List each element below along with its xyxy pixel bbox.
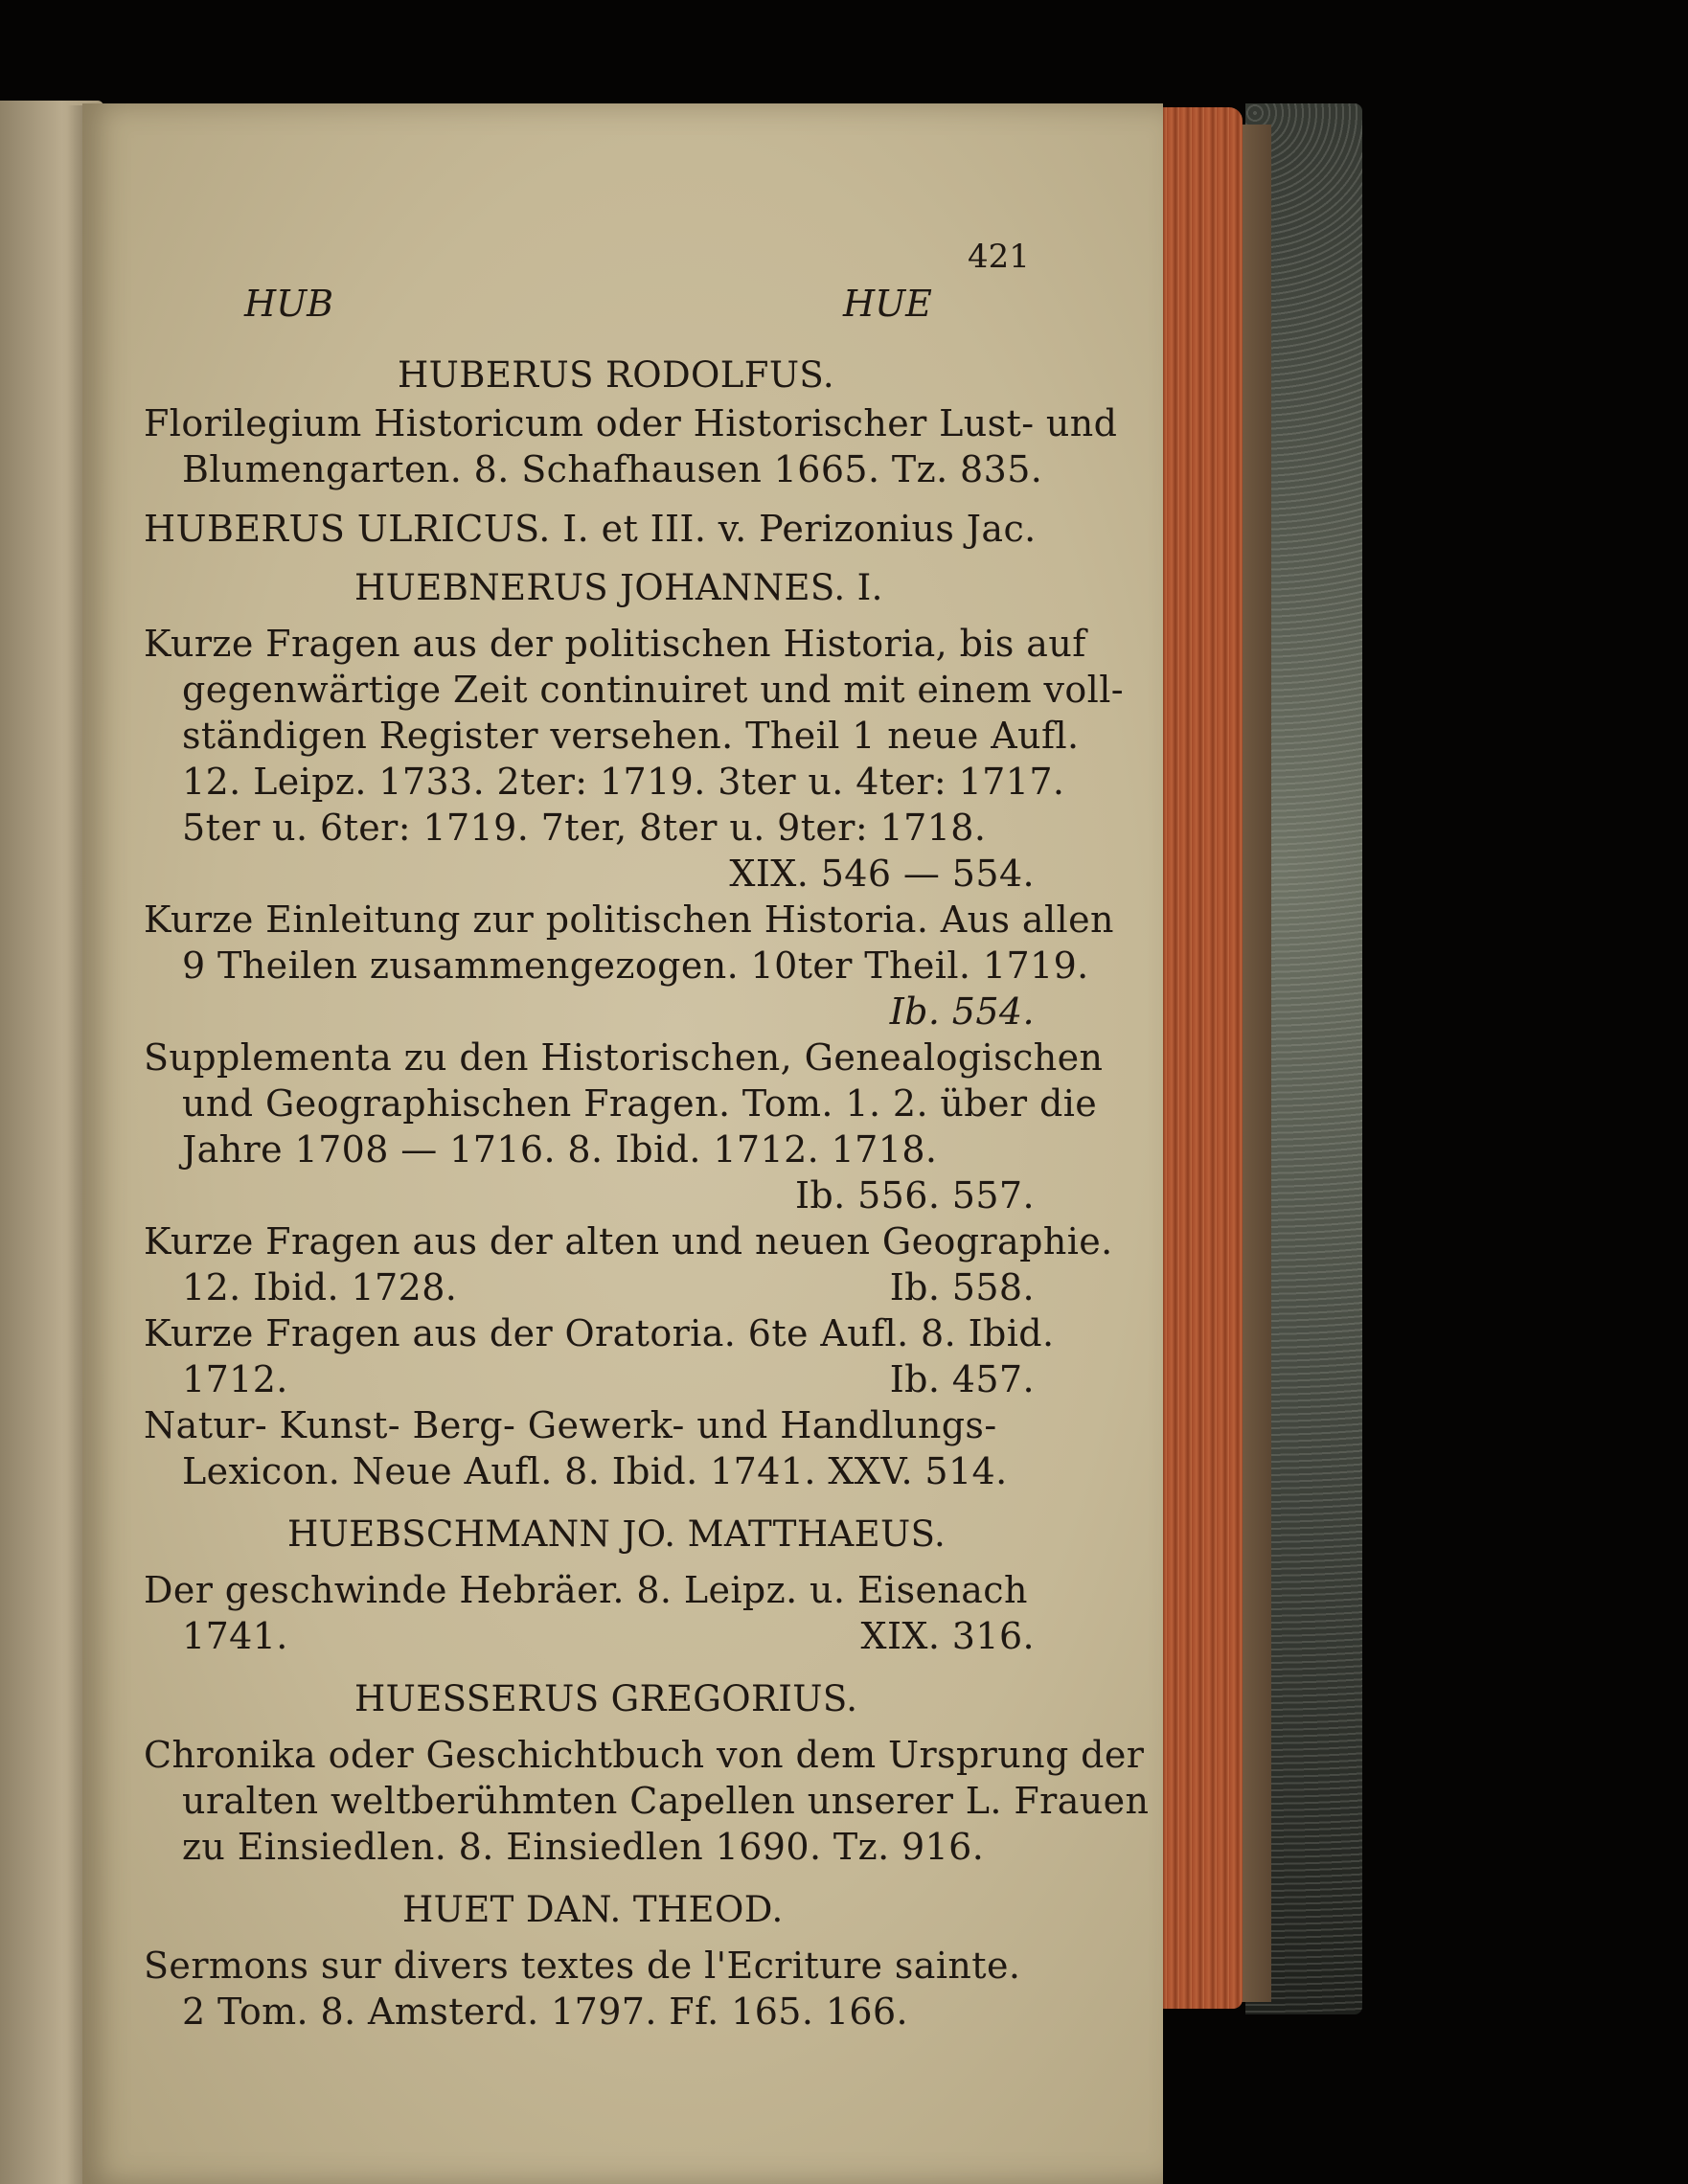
text-line: Der geschwinde Hebräer. 8. Leipz. u. Eisenach: [144, 1569, 1028, 1611]
text-line: Lexicon. Neue Aufl. 8. Ibid. 1741. XXV. 514.: [182, 1450, 1008, 1492]
text-line: Kurze Fragen aus der Oratoria. 6te Aufl. 8. Ibid.: [144, 1312, 1055, 1354]
text-line: XIX. 316.: [860, 1615, 1035, 1657]
entry-heading: HUEBNERUS JOHANNES. I.: [354, 567, 883, 608]
text-line: 1741.: [182, 1615, 288, 1657]
text-line: Ib. 554.: [889, 990, 1035, 1033]
text-line: 5ter u. 6ter: 1719. 7ter, 8ter u. 9ter: 1718.: [182, 807, 987, 849]
text-line: 2 Tom. 8. Amsterd. 1797. Ff. 165. 166.: [182, 1991, 909, 2033]
text-line: gegenwärtige Zeit continuiret und mit einem voll-: [182, 669, 1125, 711]
text-line: zu Einsiedlen. 8. Einsiedlen 1690. Tz. 916.: [182, 1826, 985, 1868]
text-line: Kurze Einleitung zur politischen Historia. Aus allen: [144, 899, 1114, 941]
text-line: Chronika oder Geschichtbuch von dem Ursprung der: [144, 1734, 1145, 1776]
text-line: 9 Theilen zusammengezogen. 10ter Theil. 1719.: [182, 944, 1089, 987]
text-line: Natur- Kunst- Berg- Gewerk- und Handlungs-: [144, 1404, 997, 1446]
text-line: XIX. 546 — 554.: [729, 853, 1035, 895]
text-line: Ib. 556. 557.: [795, 1174, 1035, 1217]
text-line: 12. Leipz. 1733. 2ter: 1719. 3ter u. 4ter: 1717.: [182, 761, 1065, 803]
text-line: Ib. 558.: [889, 1266, 1035, 1308]
text-line: und Geographischen Fragen. Tom. 1. 2. über die: [182, 1082, 1098, 1125]
red-page-edges: [1154, 107, 1243, 2009]
text-line: Florilegium Historicum oder Historischer Lust- und: [144, 402, 1118, 444]
text-line: 1712.: [182, 1358, 288, 1400]
text-line: uralten weltberühmten Capellen unserer L. Frauen: [182, 1780, 1150, 1822]
page-number: 421: [968, 238, 1030, 276]
entry-heading: HUESSERUS GREGORIUS.: [354, 1678, 858, 1719]
text-line: Supplementa zu den Historischen, Genealogischen: [144, 1036, 1104, 1079]
entry-heading: HUET DAN. THEOD.: [402, 1889, 784, 1930]
text-line: Jahre 1708 — 1716. 8. Ibid. 1712. 1718.: [182, 1128, 938, 1171]
text-line: Sermons sur divers textes de l'Ecriture sainte.: [144, 1945, 1021, 1987]
running-head-right: HUE: [843, 283, 932, 325]
running-head-left: HUB: [244, 283, 334, 325]
text-line: ständigen Register versehen. Theil 1 neue Aufl.: [182, 715, 1080, 757]
text-line: Kurze Fragen aus der alten und neuen Geographie.: [144, 1220, 1113, 1263]
text-line: Blumengarten. 8. Schafhausen 1665. Tz. 835.: [182, 448, 1043, 490]
entry-heading: HUBERUS ULRICUS. I. et III. v. Perizonius Jac.: [144, 508, 1037, 550]
text-line: Ib. 457.: [889, 1358, 1035, 1400]
text-line: Kurze Fragen aus der politischen Historia, bis auf: [144, 623, 1086, 665]
entry-heading: HUBERUS RODOLFUS.: [398, 354, 835, 396]
text-line: 12. Ibid. 1728.: [182, 1266, 458, 1308]
entry-heading: HUEBSCHMANN JO. MATTHAEUS.: [287, 1513, 947, 1555]
